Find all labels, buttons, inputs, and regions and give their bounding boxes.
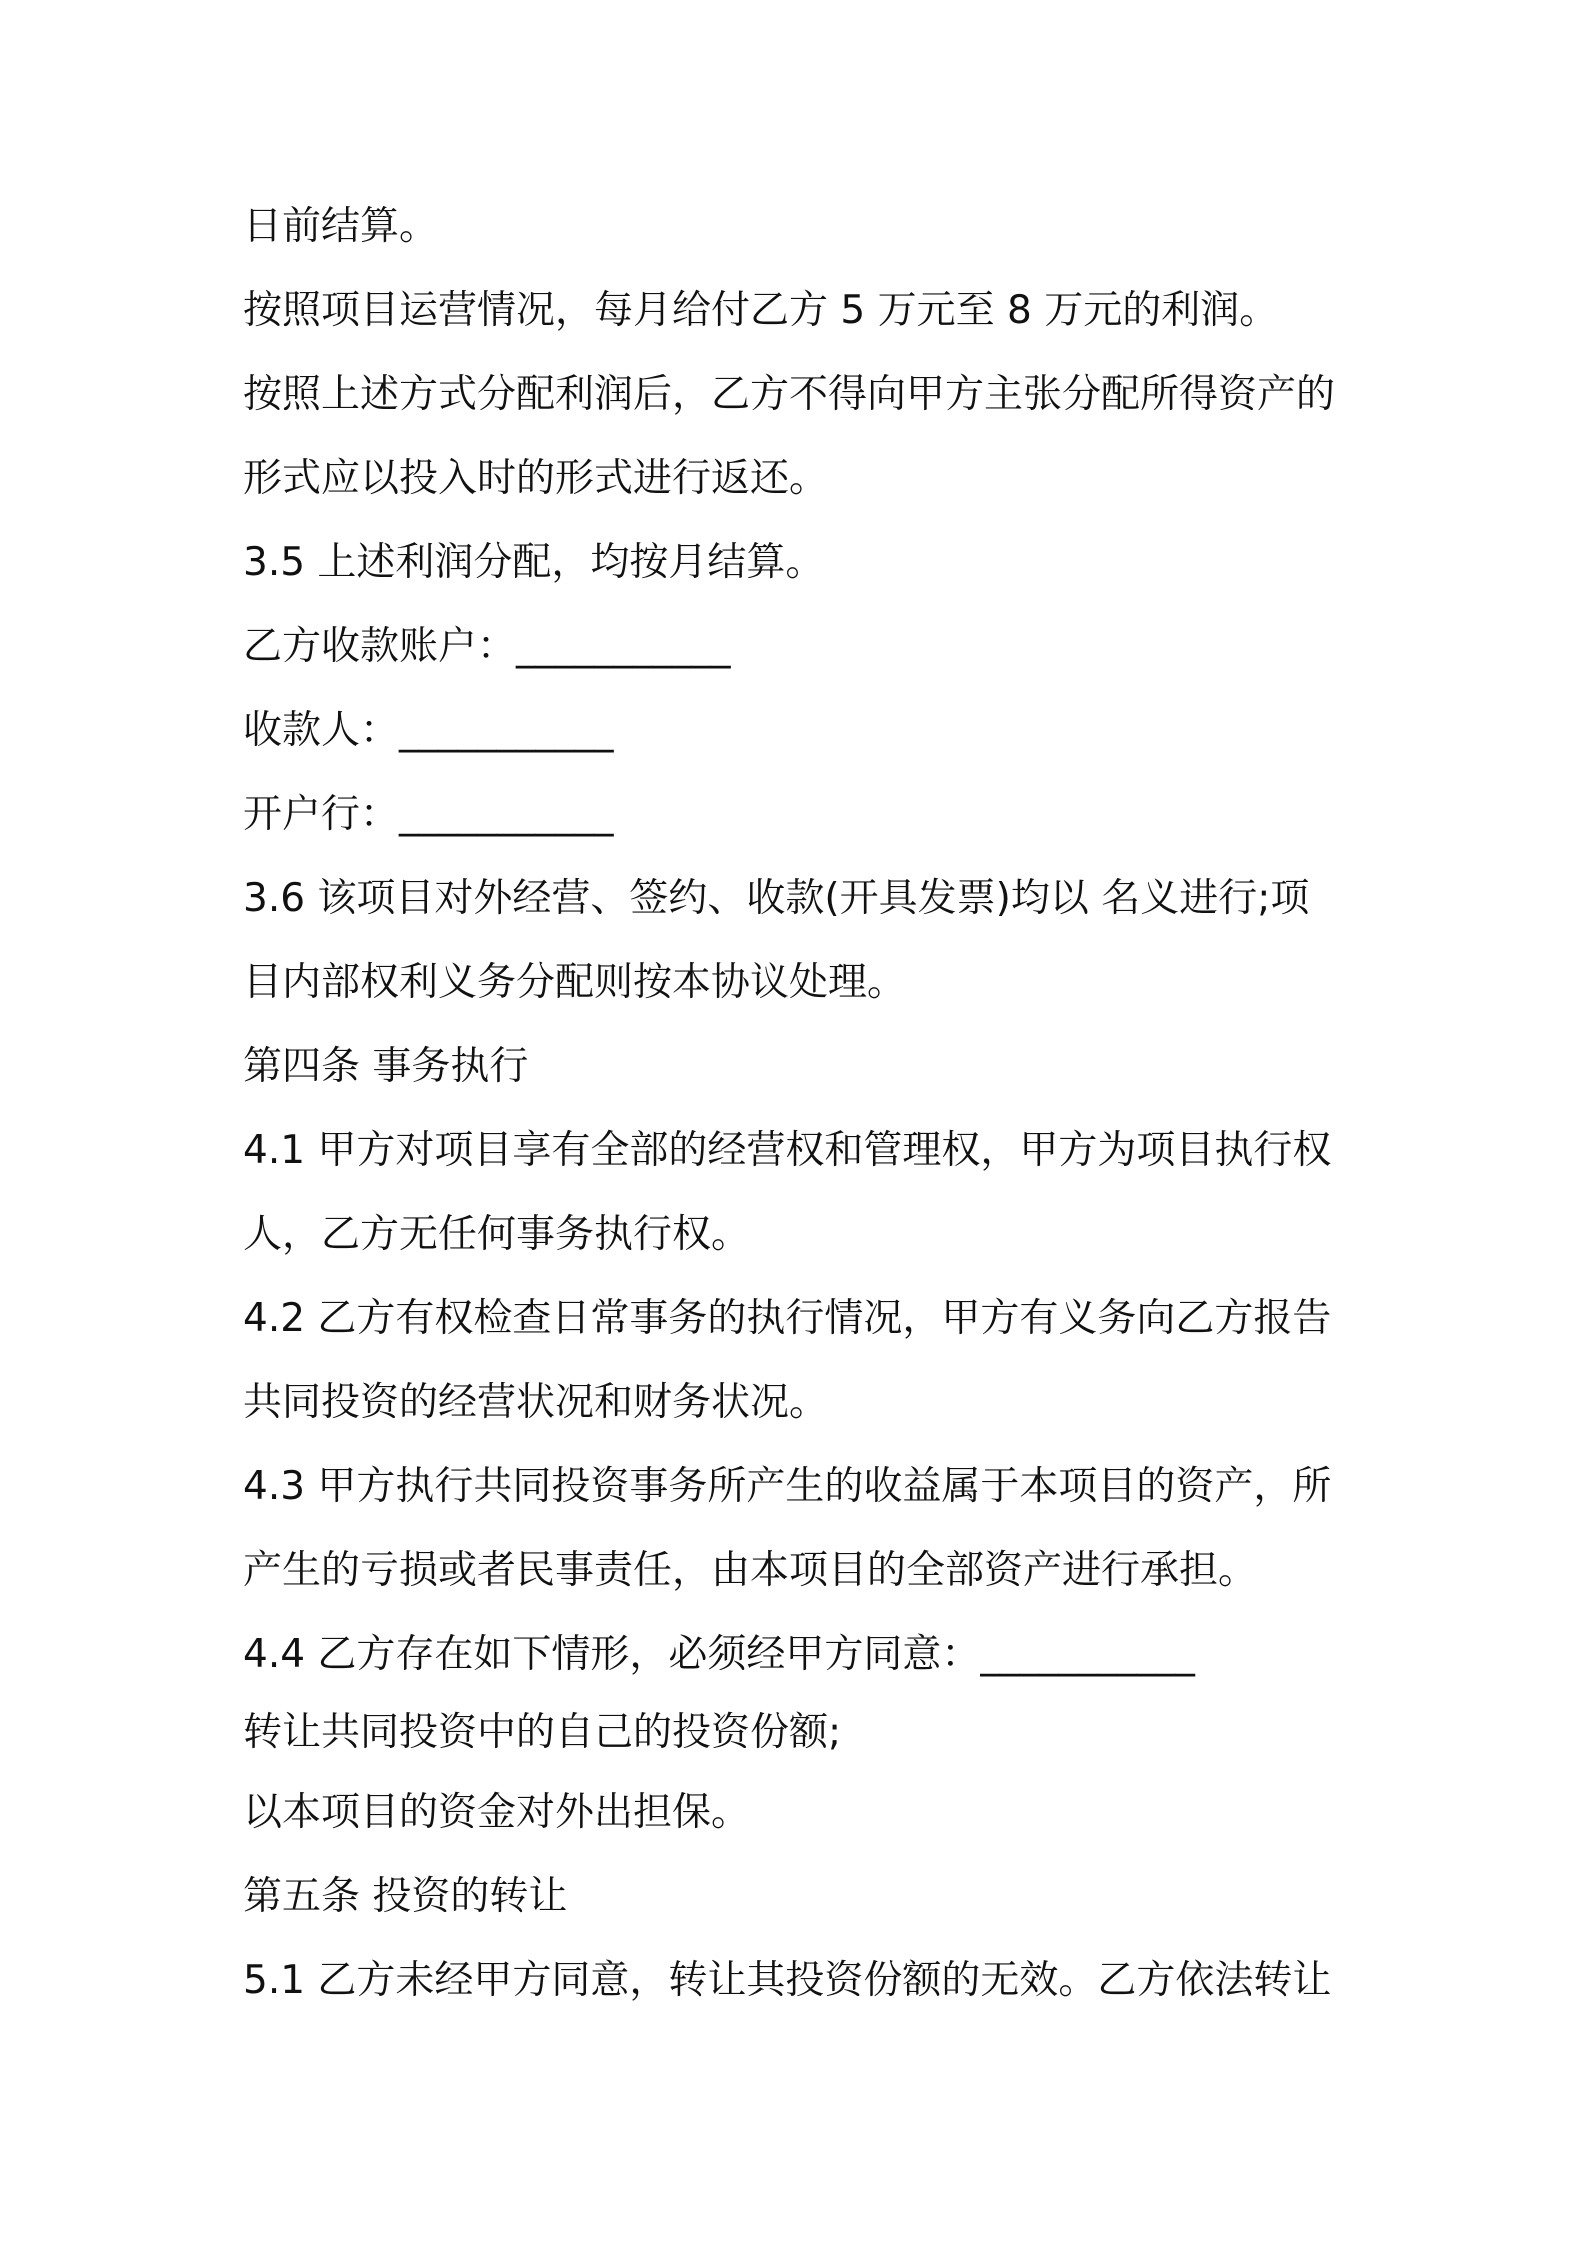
- clause-4-1: 4.1 甲方对项目享有全部的经营权和管理权，甲方为项目执行权: [243, 1128, 1332, 1173]
- list-item: 以本项目的资金对外出担保。: [243, 1790, 751, 1835]
- text-line: 形式应以投入时的形式进行返还。: [243, 456, 829, 501]
- receiving-account-field: 乙方收款账户：___________: [243, 624, 731, 669]
- clause-3-6: 3.6 该项目对外经营、签约、收款(开具发票)均以 名义进行;项: [243, 876, 1310, 921]
- text-line: 目内部权利义务分配则按本协议处理。: [243, 960, 907, 1005]
- clause-4-4: 4.4 乙方存在如下情形，必须经甲方同意：___________: [243, 1632, 1195, 1677]
- payee-field: 收款人：___________: [243, 708, 614, 753]
- text-line: 按照项目运营情况，每月给付乙方 5 万元至 8 万元的利润。: [243, 288, 1279, 333]
- text-line: 日前结算。: [243, 204, 439, 249]
- clause-4-3: 4.3 甲方执行共同投资事务所产生的收益属于本项目的资产，所: [243, 1464, 1332, 1509]
- text-line: 人，乙方无任何事务执行权。: [243, 1212, 751, 1257]
- text-line: 产生的亏损或者民事责任，由本项目的全部资产进行承担。: [243, 1548, 1258, 1593]
- clause-4-2: 4.2 乙方有权检查日常事务的执行情况，甲方有义务向乙方报告: [243, 1296, 1332, 1341]
- text-line: 共同投资的经营状况和财务状况。: [243, 1380, 829, 1425]
- article-4-heading: 第四条 事务执行: [243, 1044, 529, 1089]
- article-5-heading: 第五条 投资的转让: [243, 1874, 568, 1919]
- bank-field: 开户行：___________: [243, 792, 614, 837]
- list-item: 转让共同投资中的自己的投资份额;: [243, 1710, 842, 1755]
- clause-3-5: 3.5 上述利润分配，均按月结算。: [243, 540, 825, 585]
- clause-5-1: 5.1 乙方未经甲方同意，转让其投资份额的无效。乙方依法转让: [243, 1958, 1332, 2003]
- text-line: 按照上述方式分配利润后，乙方不得向甲方主张分配所得资产的: [243, 372, 1336, 417]
